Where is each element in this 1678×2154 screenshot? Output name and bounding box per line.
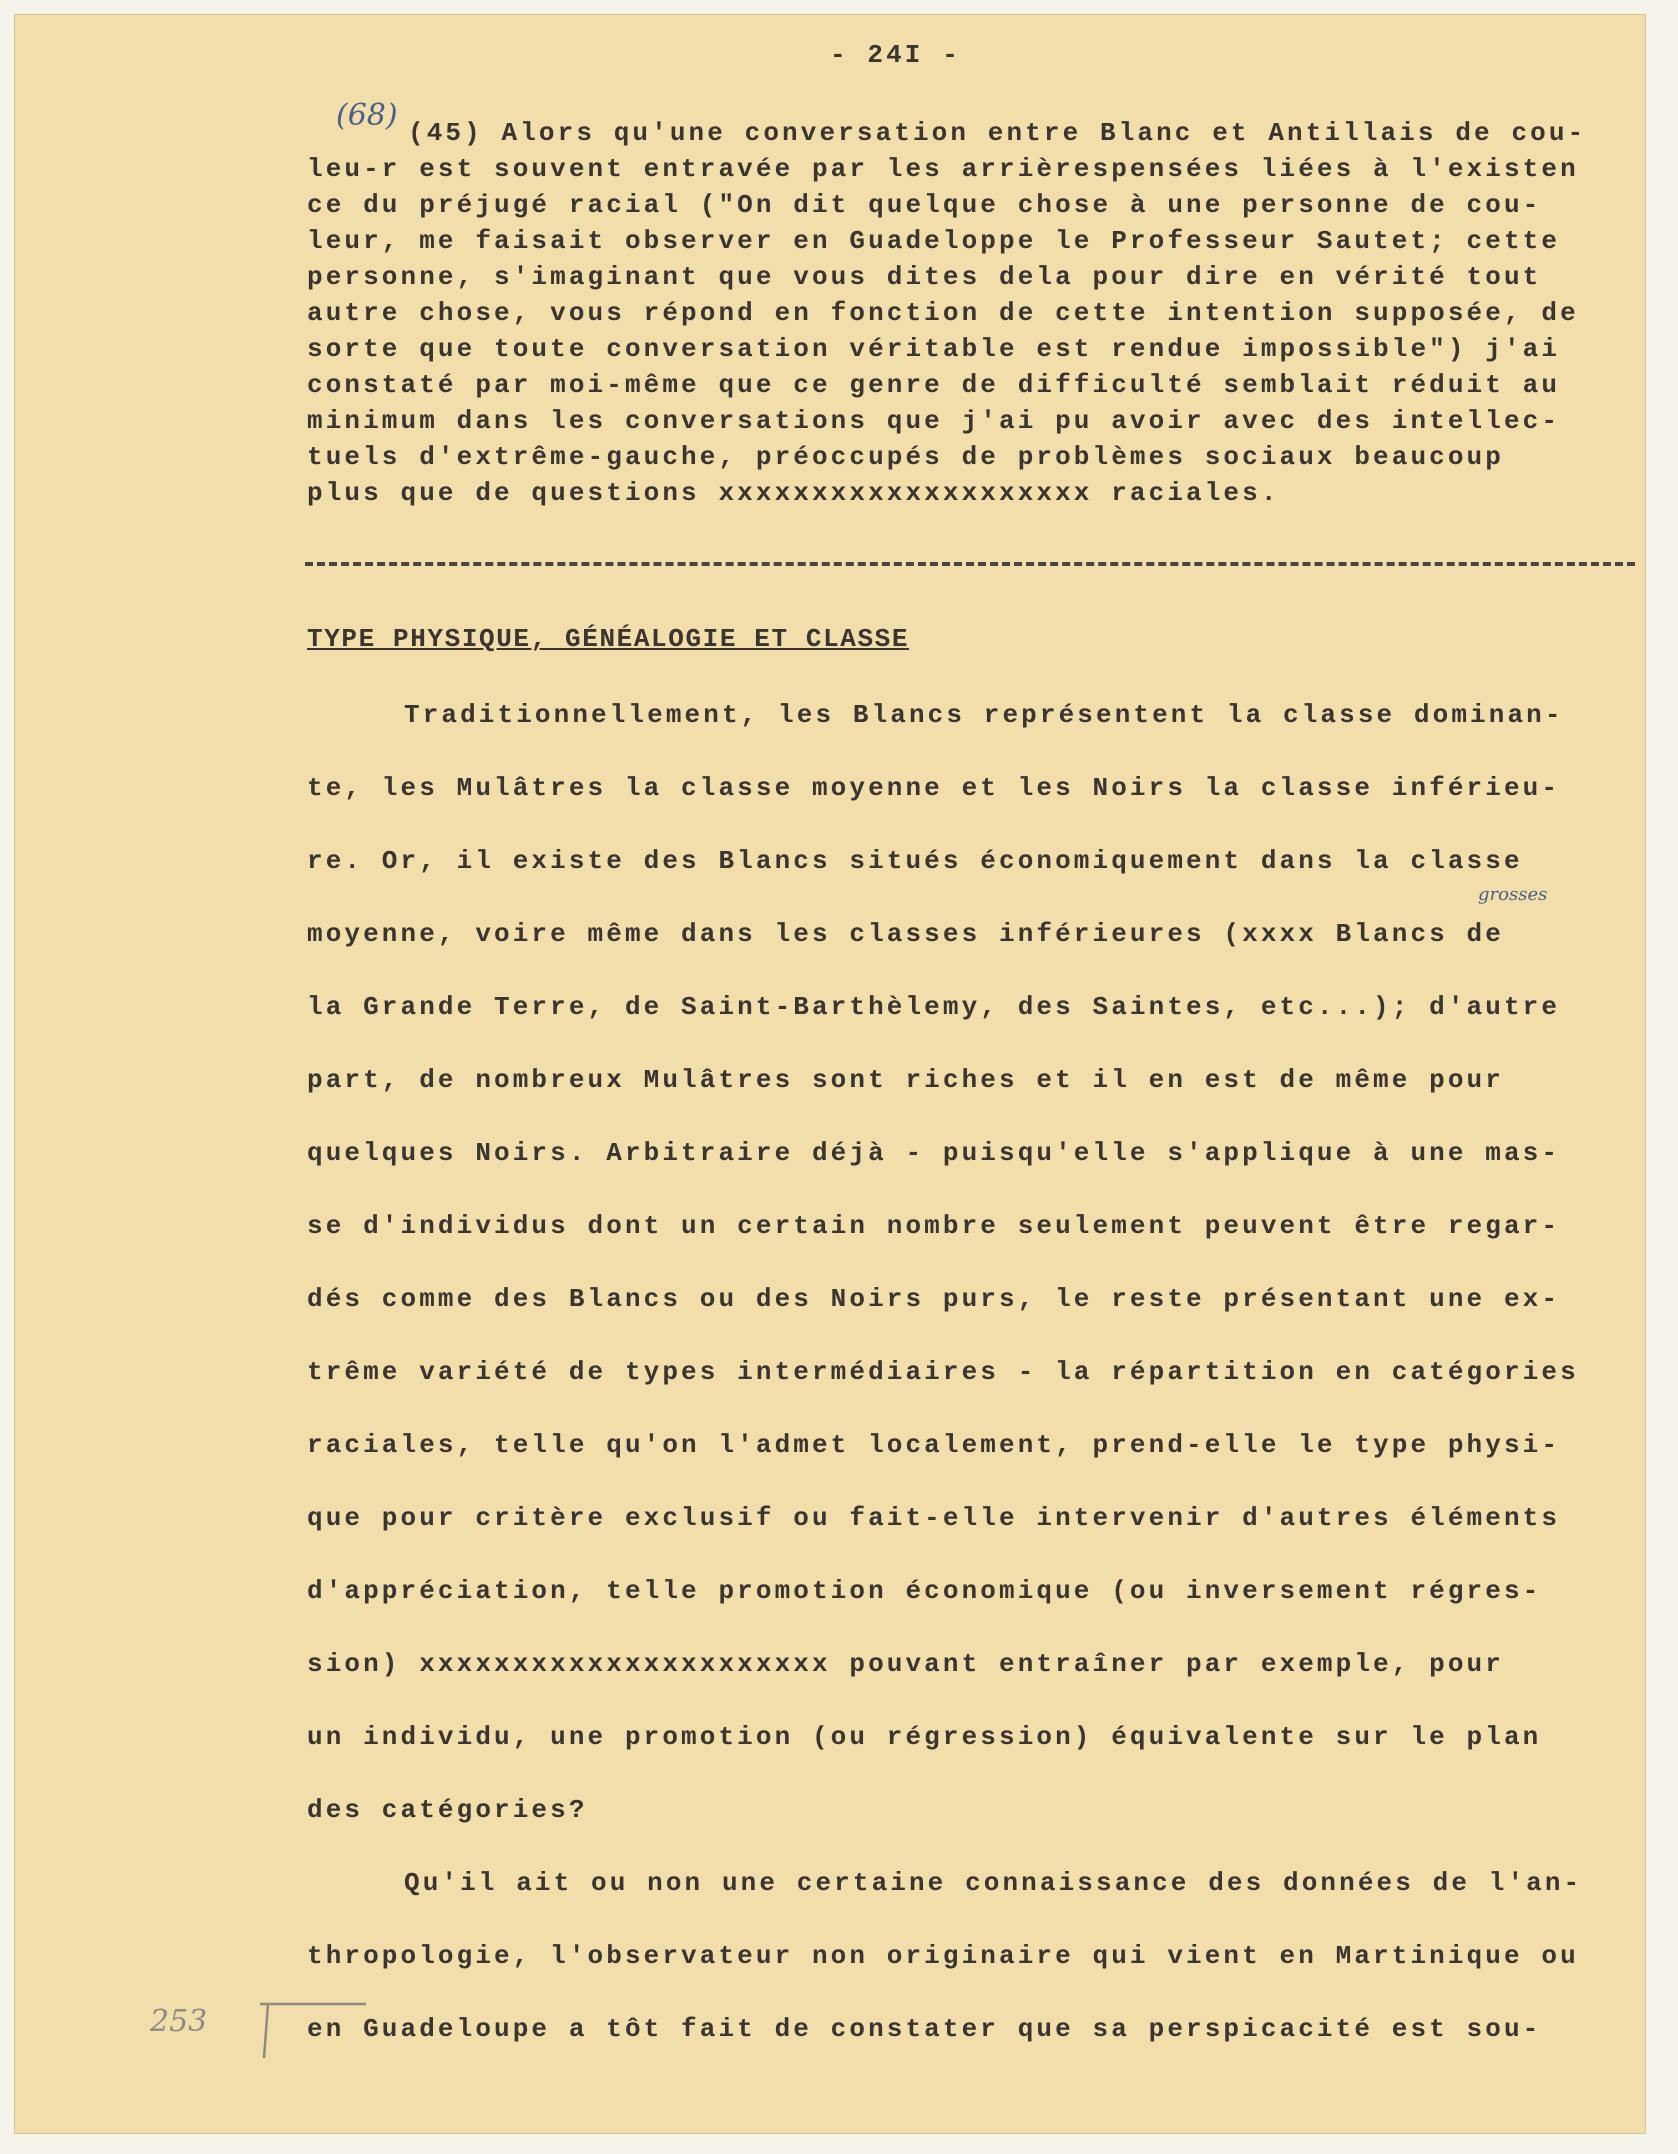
margin-bracket-mark <box>258 2000 368 2060</box>
handwritten-insertion: grosses <box>1478 884 1548 905</box>
body-line: un individu, une promotion (ou régression) équivalente sur le plan <box>307 1722 1542 1752</box>
section-divider <box>305 562 1635 566</box>
footnote-line: personne, s'imaginant que vous dites dela pour dire en vérité tout <box>307 262 1542 292</box>
body-line: re. Or, il existe des Blancs situés économiquement dans la classe <box>307 846 1523 876</box>
footnote-line: constaté par moi-même que ce genre de difficulté semblait réduit au <box>307 370 1561 400</box>
body-line: sion) xxxxxxxxxxxxxxxxxxxxxx pouvant entraîner par exemple, pour <box>307 1649 1504 1679</box>
footnote-line: autre chose, vous répond en fonction de cette intention supposée, de <box>307 298 1579 328</box>
body-line: en Guadeloupe a tôt fait de constater que sa perspicacité est sou- <box>307 2014 1542 2044</box>
body-line: Qu'il ait ou non une certaine connaissance des données de l'an- <box>404 1868 1583 1898</box>
footnote-line: leu-r est souvent entravée par les arrièrespensées liées à l'existen <box>307 154 1579 184</box>
body-line: te, les Mulâtres la classe moyenne et les Noirs la classe inférieu- <box>307 773 1561 803</box>
footnote-line: ce du préjugé racial ("On dit quelque chose à une personne de cou- <box>307 190 1542 220</box>
body-line: part, de nombreux Mulâtres sont riches et il en est de même pour <box>307 1065 1504 1095</box>
body-line: trême variété de types intermédiaires - la répartition en catégories <box>307 1357 1579 1387</box>
body-line: moyenne, voire même dans les classes inférieures (xxxx Blancs de <box>307 919 1504 949</box>
footnote-line: (45) Alors qu'une conversation entre Blanc et Antillais de cou- <box>408 118 1587 148</box>
body-line: se d'individus dont un certain nombre seulement peuvent être regar- <box>307 1211 1561 1241</box>
section-heading: TYPE PHYSIQUE, GÉNÉALOGIE ET CLASSE <box>307 624 910 654</box>
body-line: raciales, telle qu'on l'admet localement, prend-elle le type physi- <box>307 1430 1561 1460</box>
page-number: - 24I - <box>830 40 961 70</box>
body-line: dés comme des Blancs ou des Noirs purs, le reste présentant une ex- <box>307 1284 1561 1314</box>
body-line: des catégories? <box>307 1795 588 1825</box>
handwritten-margin-number: 253 <box>150 2004 208 2039</box>
body-line: que pour critère exclusif ou fait-elle intervenir d'autres éléments <box>307 1503 1561 1533</box>
footnote-line: sorte que toute conversation véritable est rendue impossible") j'ai <box>307 334 1561 364</box>
body-line: la Grande Terre, de Saint-Barthèlemy, des Saintes, etc...); d'autre <box>307 992 1561 1022</box>
body-line: d'appréciation, telle promotion économique (ou inversement régres- <box>307 1576 1542 1606</box>
footnote-line: leur, me faisait observer en Guadeloppe le Professeur Sautet; cette <box>307 226 1561 256</box>
footnote-line: tuels d'extrême-gauche, préoccupés de problèmes sociaux beaucoup <box>307 442 1504 472</box>
footnote-line: plus que de questions xxxxxxxxxxxxxxxxxxxx raciales. <box>307 478 1280 508</box>
body-line: Traditionnellement, les Blancs représentent la classe dominan- <box>404 700 1564 730</box>
body-line: quelques Noirs. Arbitraire déjà - puisqu'elle s'applique à une mas- <box>307 1138 1561 1168</box>
footnote-line: minimum dans les conversations que j'ai pu avoir avec des intellec- <box>307 406 1561 436</box>
handwritten-note-number: (68) <box>336 98 398 133</box>
body-line: thropologie, l'observateur non originaire qui vient en Martinique ou <box>307 1941 1579 1971</box>
